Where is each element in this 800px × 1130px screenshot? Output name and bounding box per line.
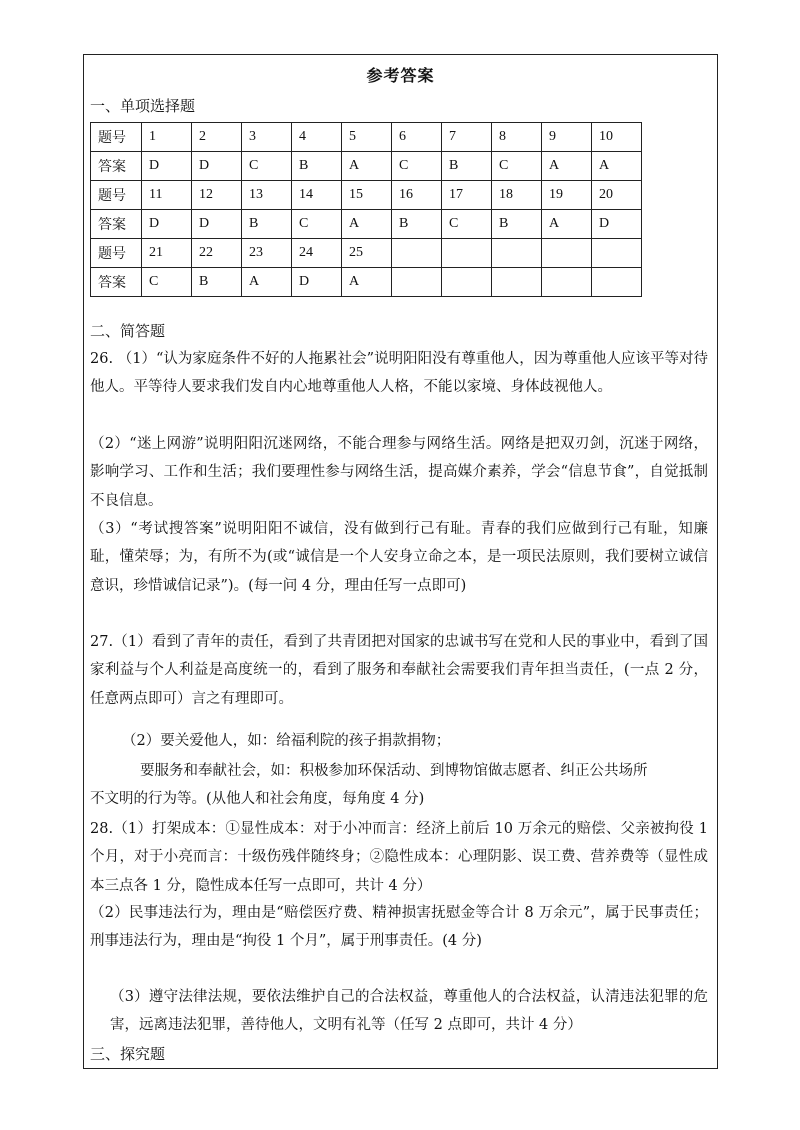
row-label: 答案 [91, 268, 142, 297]
answer-table-cell: A [542, 152, 592, 181]
answer-table-cell [492, 239, 542, 268]
answer-table-cell: 15 [342, 181, 392, 210]
answer-table-cell: 21 [142, 239, 192, 268]
answer-table-cell: D [192, 210, 242, 239]
answer-table-row [91, 152, 642, 181]
answer-27-part-1: 27.（1）看到了青年的责任，看到了共青团把对国家的忠诚书写在党和人民的事业中，看到了国家利益与个人利益是高度统一的，看到了服务和奉献社会需要我们青年担当责任，(一点 2 分，任意两点即可）言之有理即可。 [90, 634, 708, 707]
answer-table-cell: D [292, 268, 342, 297]
row-label: 题号 [91, 239, 142, 268]
answer-table-row [91, 210, 642, 239]
answer-table-cell: C [492, 152, 542, 181]
answer-table-cell: 10 [592, 123, 642, 152]
answer-table-cell [542, 239, 592, 268]
answer-table-cell: 14 [292, 181, 342, 210]
answer-table-cell [492, 268, 542, 297]
answer-table-cell [592, 268, 642, 297]
section-heading-inquiry: 三、探究题 [90, 1045, 166, 1063]
answer-28-part-3: （3）遵守法律法规，要依法维护自己的合法权益，尊重他人的合法权益，认清违法犯罪的危害，远离违法犯罪，善待他人，文明有礼等（任写 2 点即可，共计 4 分） [110, 989, 708, 1034]
answer-table-row [91, 123, 642, 152]
answer-table-cell: 9 [542, 123, 592, 152]
answer-table-cell: C [292, 210, 342, 239]
row-label: 题号 [91, 181, 142, 210]
answer-table-row [91, 268, 642, 297]
answer-26-part-1: 26. （1）“认为家庭条件不好的人拖累社会”说明阳阳没有尊重他人，因为尊重他人应该平等对待他人。平等待人要求我们发自内心地尊重他人人格，不能以家境、身体歧视他人。 [90, 351, 708, 396]
page-title: 参考答案 [366, 66, 435, 85]
answer-table-row [91, 181, 642, 210]
answer-28-part-1: 28.（1）打架成本：①显性成本：对于小冲而言：经济上前后 10 万余元的赔偿、父亲被拘役 1 个月，对于小亮而言：十级伤残伴随终身；②隐性成本：心理阴影、误工费、营养费等（显性成本三点各 1 分，隐性成本任写一点即可，共计 4 分） [90, 821, 708, 894]
answer-28-part-2: （2）民事违法行为，理由是“赔偿医疗费、精神损害抚慰金等合计 8 万余元”，属于民事责任；刑事违法行为，理由是“拘役 1 个月”，属于刑事责任。(4 分) [90, 905, 708, 950]
answer-table-cell: 7 [442, 123, 492, 152]
answer-table-cell: 5 [342, 123, 392, 152]
answer-table-cell: 22 [192, 239, 242, 268]
answer-table-cell: D [142, 210, 192, 239]
answer-table-cell: B [292, 152, 342, 181]
answer-table-cell: C [392, 152, 442, 181]
answer-table-cell: 24 [292, 239, 342, 268]
answer-table-cell: A [342, 268, 392, 297]
answer-table-cell [592, 239, 642, 268]
row-label: 题号 [91, 123, 142, 152]
answer-table-cell: D [592, 210, 642, 239]
answer-table-cell: C [242, 152, 292, 181]
answer-table-cell: B [242, 210, 292, 239]
answer-table-cell: 20 [592, 181, 642, 210]
answer-sheet-frame [83, 54, 718, 1069]
answer-table-cell: 19 [542, 181, 592, 210]
answer-table-cell: 2 [192, 123, 242, 152]
answer-table-cell: 13 [242, 181, 292, 210]
answer-table-cell: 8 [492, 123, 542, 152]
answer-table-cell: B [392, 210, 442, 239]
section-heading-short-answer: 二、简答题 [90, 322, 166, 340]
answer-27-part-2: （2）要关爱他人，如：给福利院的孩子捐款捐物； [122, 733, 451, 749]
answer-table-cell [442, 239, 492, 268]
answer-table [90, 122, 642, 297]
answer-table-cell: 6 [392, 123, 442, 152]
answer-table-cell: D [192, 152, 242, 181]
answer-table-cell: A [242, 268, 292, 297]
answer-table-cell: C [442, 210, 492, 239]
answer-table-cell: 16 [392, 181, 442, 210]
answer-table-cell: 12 [192, 181, 242, 210]
answer-table-cell: 17 [442, 181, 492, 210]
answer-table-cell [442, 268, 492, 297]
answer-table-cell: 23 [242, 239, 292, 268]
answer-table-cell: B [442, 152, 492, 181]
answer-table-cell: A [342, 210, 392, 239]
answer-26-part-3: （3）“考试搜答案”说明阳阳不诚信，没有做到行己有耻。青春的我们应做到行己有耻，知廉耻，懂荣辱；为，有所不为(或“诚信是一个人安身立命之本，是一项民法原则，我们要树立诚信意识，珍惜诚信记录”)。(每一问 4 分，理由任写一点即可) [90, 521, 708, 594]
answer-27-part-3-line-1: 要服务和奉献社会，如：积极参加环保活动、到博物馆做志愿者、纠正公共场所 [140, 763, 648, 779]
answer-26-part-2: （2）“迷上网游”说明阳阳沉迷网络，不能合理参与网络生活。网络是把双刃剑，沉迷于网络，影响学习、工作和生活；我们要理性参与网络生活，提高媒介素养，学会“信息节食”，自觉抵制不良信息。 [90, 436, 708, 509]
answer-table-cell: B [192, 268, 242, 297]
answer-table-row [91, 239, 642, 268]
row-label: 答案 [91, 210, 142, 239]
answer-table-cell: 18 [492, 181, 542, 210]
answer-table-cell: D [142, 152, 192, 181]
answer-27-part-3-line-2: 不文明的行为等。(从他人和社会角度，每角度 4 分) [90, 791, 425, 807]
section-heading-multiple-choice: 一、单项选择题 [90, 97, 196, 115]
answer-table-cell: 4 [292, 123, 342, 152]
answer-table-cell [542, 268, 592, 297]
answer-table-cell: B [492, 210, 542, 239]
answer-table-cell: 25 [342, 239, 392, 268]
answer-table-cell: 11 [142, 181, 192, 210]
answer-table-cell: A [542, 210, 592, 239]
row-label: 答案 [91, 152, 142, 181]
answer-table-cell: A [592, 152, 642, 181]
answer-table-cell [392, 268, 442, 297]
answer-table-cell: C [142, 268, 192, 297]
answer-table-cell: 1 [142, 123, 192, 152]
answer-table-cell: A [342, 152, 392, 181]
answer-table-cell: 3 [242, 123, 292, 152]
answer-table-cell [392, 239, 442, 268]
